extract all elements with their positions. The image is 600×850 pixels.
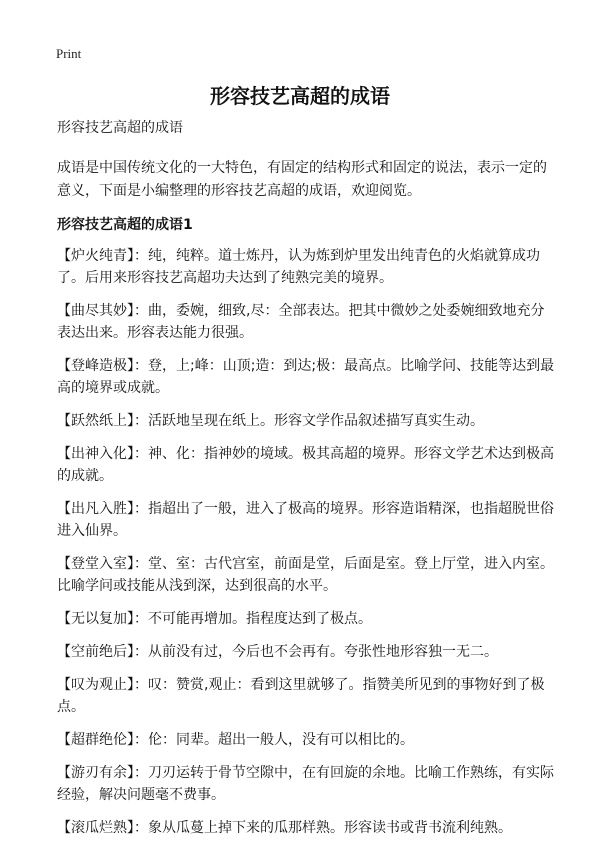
idiom-term: 【跃然纸上】: [57, 413, 134, 429]
idiom-term: 【叹为观止】: [57, 677, 134, 693]
idiom-term: 【登堂入室】: [57, 556, 134, 572]
idiom-entry: [57, 355, 557, 399]
idiom-term: 【炉火纯青】: [57, 248, 134, 264]
idiom-definition: ：从前没有过，今后也不会再有。夸张性地形容独一无二。: [134, 644, 498, 660]
idiom-definition: ：登，上;峰：山顶;造：到达;极：最高点。比喻学问、技能等达到最高的境界或成就。: [57, 358, 555, 396]
page-title: 形容技艺高超的成语: [210, 84, 390, 108]
idiom-entry: [57, 608, 557, 630]
idiom-term: 【滚瓜烂熟】: [57, 820, 134, 836]
idiom-term: 【无以复加】: [57, 611, 134, 627]
idiom-term: 【曲尽其妙】: [57, 303, 134, 319]
idiom-term: 【出凡入胜】: [57, 501, 134, 517]
idiom-definition: ：象从瓜蔓上掉下来的瓜那样熟。形容读书或背书流利纯熟。: [134, 820, 512, 836]
idiom-term: 【超群绝伦】: [57, 732, 134, 748]
idiom-term: 【空前绝后】: [57, 644, 134, 660]
idiom-definition: ：不可能再增加。指程度达到了极点。: [134, 611, 372, 627]
print-link[interactable]: Print: [56, 46, 82, 61]
idiom-definition: ：神、化：指神妙的境域。极其高超的境界。形容文学艺术达到极高的成就。: [57, 446, 554, 484]
idiom-definition: ：刀刃运转于骨节空隙中，在有回旋的余地。比喻工作熟练，有实际经验，解决问题毫不费事。: [57, 765, 554, 803]
idiom-entry: [57, 641, 557, 663]
idiom-entry: [57, 300, 557, 344]
idiom-entry: [57, 498, 557, 542]
idiom-term: 【登峰造极】: [57, 358, 134, 374]
idiom-entry: [57, 245, 557, 289]
idiom-definition: ：活跃地呈现在纸上。形容文学作品叙述描写真实生动。: [134, 413, 484, 429]
idiom-entry: [57, 674, 557, 718]
idiom-entry: [57, 762, 557, 806]
idiom-definition: ：伦：同辈。超出一般人，没有可以相比的。: [134, 732, 414, 748]
idiom-definition: ：堂、室：古代宫室，前面是堂，后面是室。登上厅堂，进入内室。比喻学问或技能从浅到深，达到很高的水平。: [57, 556, 554, 594]
idiom-entry: [57, 443, 557, 487]
article-subtitle: 形容技艺高超的成语: [57, 120, 183, 136]
idiom-entry: [57, 410, 557, 432]
idiom-entry: [57, 817, 557, 839]
idiom-definition: ：曲，委婉，细致,尽：全部表达。把其中微妙之处委婉细致地充分表达出来。形容表达能力很强。: [57, 303, 545, 341]
section-heading: 形容技艺高超的成语1: [57, 217, 193, 233]
idiom-term: 【游刃有余】: [57, 765, 134, 781]
idiom-definition: ：指超出了一般，进入了极高的境界。形容造诣精深，也指超脱世俗进入仙界。: [57, 501, 554, 539]
idiom-definition: ：纯，纯粹。道士炼丹，认为炼到炉里发出纯青色的火焰就算成功了。后用来形容技艺高超功夫达到了纯熟完美的境界。: [57, 248, 540, 286]
idiom-term: 【出神入化】: [57, 446, 134, 462]
idiom-entry: [57, 553, 557, 597]
idiom-definition: ：叹：赞赏,观止：看到这里就够了。指赞美所见到的事物好到了极点。: [57, 677, 545, 715]
article-body: [57, 118, 557, 850]
intro-paragraph: 成语是中国传统文化的一大特色，有固定的结构形式和固定的说法，表示一定的意义，下面是小编整理的形容技艺高超的成语，欢迎阅览。: [57, 160, 547, 199]
idiom-entry: [57, 729, 557, 751]
